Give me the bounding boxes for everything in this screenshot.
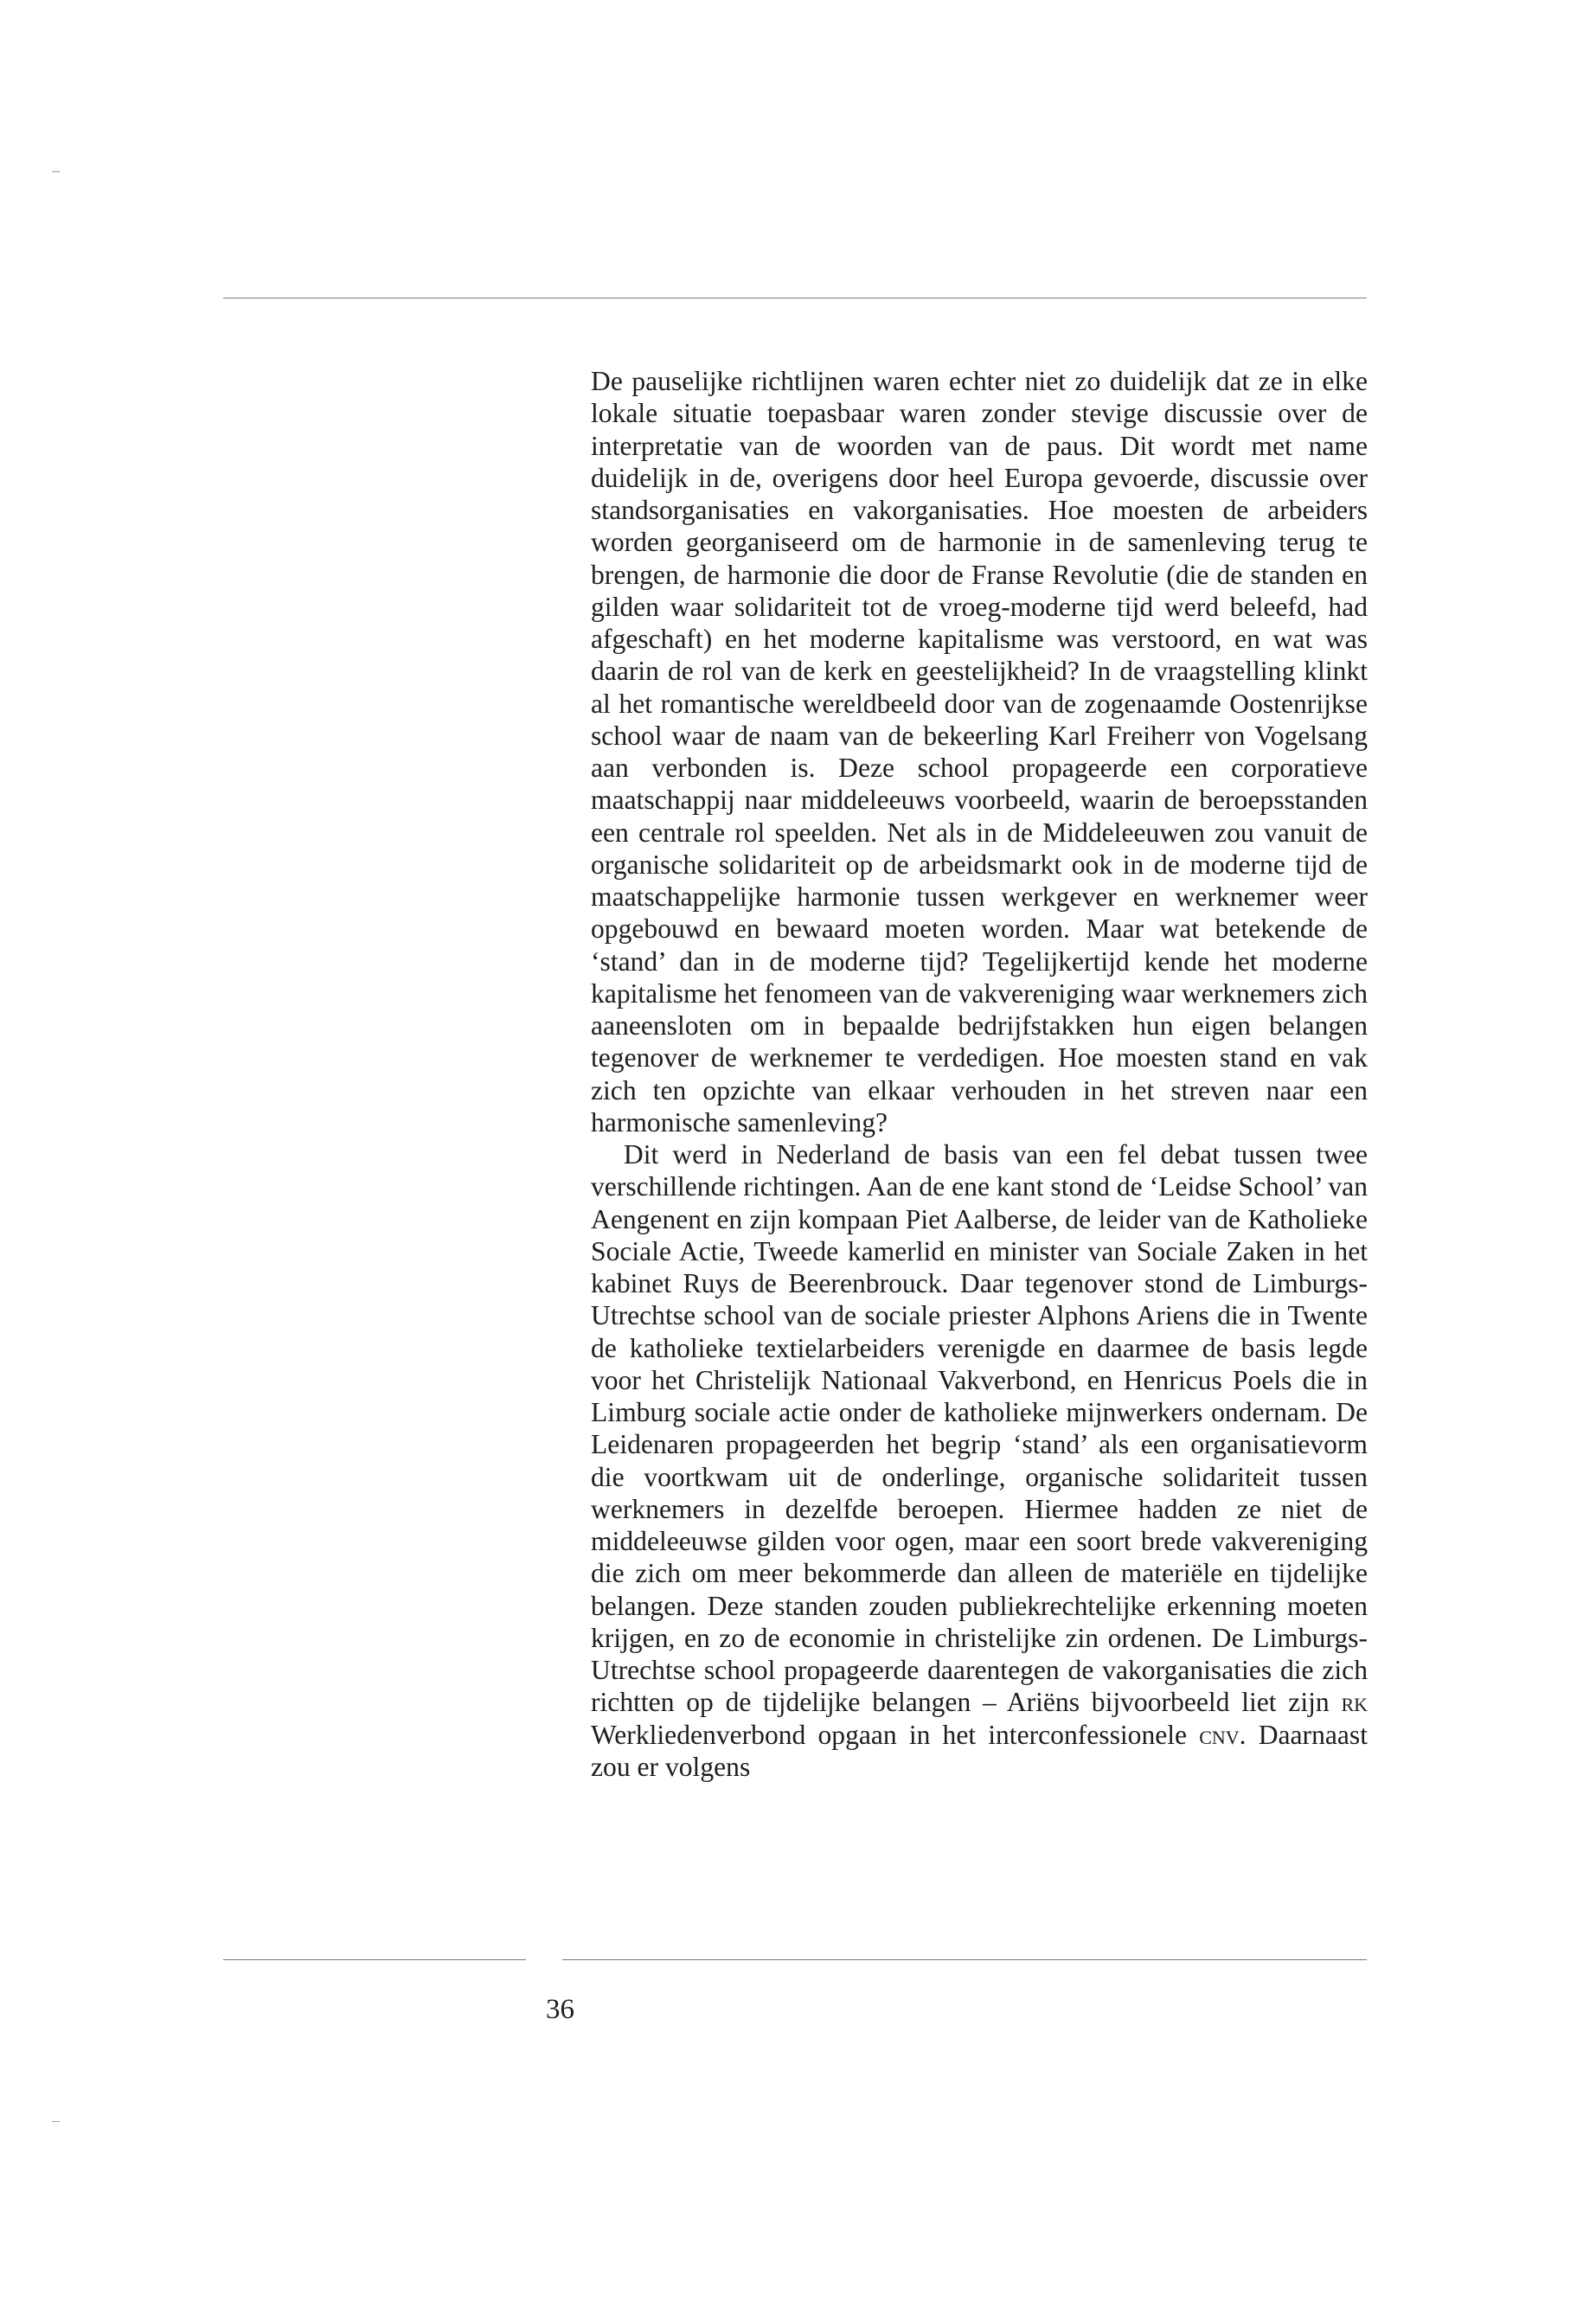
abbreviation-rk: rk [1341, 1687, 1368, 1718]
paragraph [591, 1138, 1368, 1783]
body-text [591, 365, 1368, 1783]
crop-mark-bottom [52, 2121, 60, 2122]
crop-mark-top [52, 171, 60, 172]
footer-rule-left [223, 1959, 526, 1960]
paragraph-text: Werkliedenverbond opgaan in het interconfessionele [591, 1719, 1188, 1750]
paragraph: De pauselijke richtlijnen waren echter niet zo duidelijk dat ze in elke lokale situatie toepasbaar waren zonder stevige discussie over de interpretatie van de woorden van de paus. Dit wordt met name duidelijk in de, overigens door heel Europa gevoerde, discussie over standsorganisaties en vakorganisaties. Hoe moesten de arbeiders worden georganiseerd om de harmonie in de samenleving terug te brengen, de harmonie die door de Franse Revolutie (die de standen en gilden waar solidariteit tot de vroeg-moderne tijd werd beleefd, had afgeschaft) en het moderne kapitalisme was verstoord, en wat was daarin de rol van de kerk en geestelijkheid? In de vraagstelling klinkt al het romantische wereldbeeld door van de zogenaamde Oostenrijkse school waar de naam van de bekeerling Karl Freiherr von Vogelsang aan verbonden is. Deze school propageerde een corporatieve maatschappij naar middeleeuws voorbeeld, waarin de beroepsstanden een centrale rol speelden. Net als in de Middeleeuwen zou vanuit de organische solidariteit op de arbeidsmarkt ook in de moderne tijd de maatschappelijke harmonie tussen werkgever en werknemer weer opgebouwd en bewaard moeten worden. Maar wat betekende de ‘stand’ dan in de moderne tijd? Tegelijkertijd kende het moderne kapitalisme het fenomeen van de vakvereniging waar werknemers zich aaneensloten om in bepaalde bedrijfstakken hun eigen belangen tegenover de werknemer te verdedigen. Hoe moesten stand en vak zich ten opzichte van elkaar verhouden in het streven naar een harmonische samenleving? [591, 366, 1368, 1138]
abbreviation-cnv: cnv [1199, 1719, 1240, 1750]
footer-rule-right [562, 1959, 1367, 1960]
page-number: 36 [546, 1994, 574, 2025]
paragraph-text: Dit werd in Nederland de basis van een fel debat tussen twee verschillende richtingen. Aan de ene kant stond de ‘Leidse School’ van Aengenent en zijn kompaan Piet Aalberse, de leider van de Katholieke Sociale Actie, Tweede kamerlid en minister van Sociale Zaken in het kabinet Ruys de Beerenbrouck. Daar tegenover stond de Limburgs-Utrechtse school van de sociale priester Alphons Ariens die in Twente de katholieke textielarbeiders verenigde en daarmee de basis legde voor het Christelijk Nationaal Vakverbond, en Henricus Poels die in Limburg sociale actie onder de katholieke mijnwerkers ondernam. De Leidenaren propageerden het begrip ‘stand’ als een organisatievorm die voortkwam uit de onderlinge, organische solidariteit tussen werknemers in dezelfde beroepen. Hiermee hadden ze niet de middeleeuwse gilden voor ogen, maar een soort brede vakvereniging die zich om meer bekommerde dan alleen de materiële en tijdelijke belangen. Deze standen zouden publiekrechtelijke erkenning moeten krijgen, en zo de economie in christelijke zin ordenen. De Limburgs-Utrechtse school propageerde daarentegen de vakorganisaties die zich richtten op de tijdelijke belangen – Ariëns bijvoorbeeld liet zijn [591, 1139, 1368, 1718]
paragraph-text: . Daarnaast zou er volgens [591, 1719, 1368, 1782]
